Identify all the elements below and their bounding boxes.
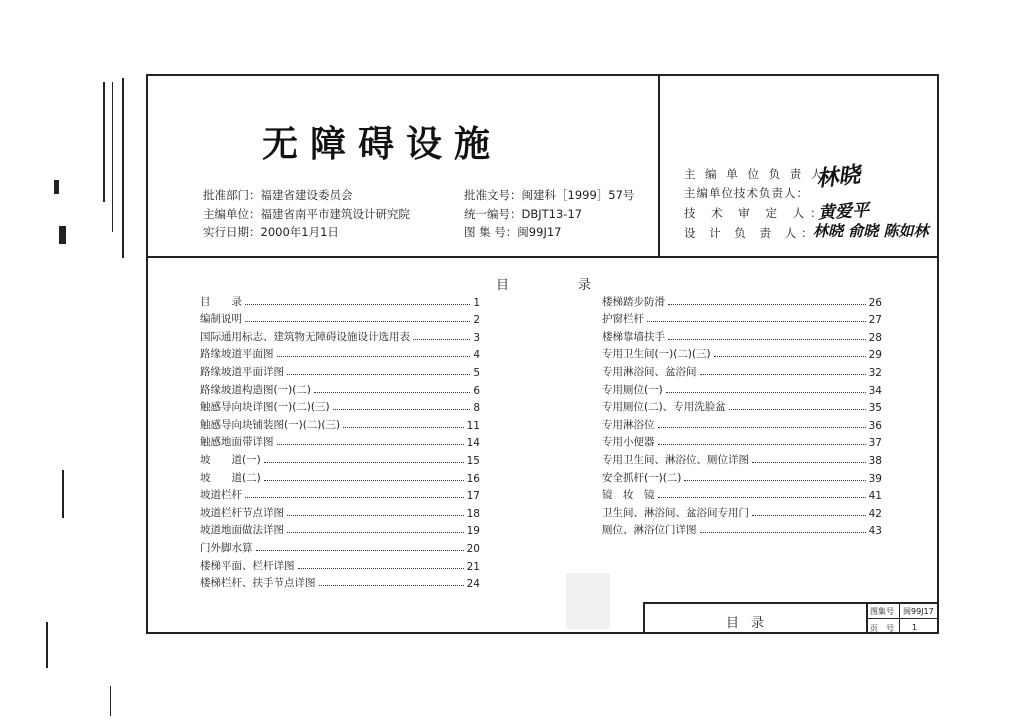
toc-entry-label: 国际通用标志、建筑物无障碍设施设计选用表	[200, 330, 410, 343]
toc-entry-label: 触感地面带详图	[200, 436, 274, 449]
toc-entry-label: 专用厕位(二)、专用洗脸盆	[602, 401, 726, 414]
toc-entry-page: 8	[473, 402, 480, 415]
toc-leader-dots	[264, 462, 464, 463]
toc-entry-label: 路缘坡道平面图	[200, 348, 274, 361]
toc-entry	[200, 344, 480, 362]
page-no-value: 1	[912, 623, 918, 632]
toc-leader-dots	[658, 497, 866, 498]
toc-entry-label: 楼梯栏杆、扶手节点详图	[200, 577, 316, 590]
toc-leader-dots	[314, 392, 470, 393]
binding-mark-3	[62, 470, 64, 518]
toc-entry	[200, 485, 480, 503]
toc-entry-page: 29	[868, 349, 882, 362]
toc-entry-label: 楼梯平面、栏杆详图	[200, 559, 295, 572]
toc-entry-label: 专用小便器	[602, 436, 655, 449]
toc-leader-dots	[245, 304, 470, 305]
toc-leader-dots	[245, 497, 464, 498]
toc-leader-dots	[343, 427, 464, 428]
toc-entry-page: 27	[868, 314, 882, 327]
scan-smudge	[566, 573, 610, 629]
binding-line-1	[103, 82, 105, 202]
toc-entry-page: 24	[466, 578, 480, 591]
toc-left-column	[200, 291, 480, 590]
editor-unit: 主编单位：福建省南平市建筑设计研究院	[203, 207, 410, 221]
signature-unit-head: 林晓	[814, 161, 862, 193]
toc-leader-dots	[287, 374, 470, 375]
toc-entry-label: 安全抓杆(一)(二)	[602, 471, 682, 484]
toc-entry-page: 4	[473, 349, 480, 362]
effective-date: 实行日期：2000年1月1日	[203, 225, 339, 239]
title-block-name: 目录	[726, 616, 777, 631]
toc-entry	[602, 414, 882, 432]
toc-entry	[602, 309, 882, 327]
tech-head-label: 主编单位技术负责人：	[684, 186, 809, 200]
toc-entry-page: 28	[868, 331, 882, 344]
toc-leader-dots	[287, 515, 464, 516]
toc-entry	[602, 361, 882, 379]
toc-entry	[200, 520, 480, 538]
toc-entry	[602, 502, 882, 520]
toc-entry-label: 坡道栏杆节点详图	[200, 506, 284, 519]
toc-entry-label: 专用厕位(一)	[602, 383, 663, 396]
toc-leader-dots	[700, 532, 866, 533]
toc-entry-label: 镜 妆 镜	[602, 489, 655, 502]
toc-leader-dots	[752, 462, 866, 463]
page-no-label: 页 号	[870, 624, 894, 633]
toc-entry-label: 厕位、淋浴位门详图	[602, 524, 697, 537]
toc-entry-page: 1	[473, 296, 480, 309]
binding-line-2	[112, 82, 113, 232]
toc-entry-page: 11	[466, 419, 480, 432]
toc-leader-dots	[333, 409, 471, 410]
title-block-top-line	[643, 602, 939, 604]
toc-entry	[200, 397, 480, 415]
toc-entry	[602, 397, 882, 415]
toc-leader-dots	[658, 444, 866, 445]
toc-entry	[200, 379, 480, 397]
toc-entry	[200, 309, 480, 327]
signature-tech-review: 黄爱平	[817, 200, 870, 224]
unified-number: 统一编号：DBJT13-17	[464, 207, 583, 221]
toc-leader-dots	[245, 321, 470, 322]
toc-right-column	[602, 291, 882, 537]
toc-entry	[200, 326, 480, 344]
toc-entry-page: 41	[868, 490, 882, 503]
toc-entry-label: 目 录	[200, 295, 242, 308]
binding-line-3	[122, 78, 124, 258]
toc-entry-label: 专用淋浴间、盆浴间	[602, 365, 697, 378]
toc-entry	[200, 502, 480, 520]
toc-entry-page: 17	[466, 490, 480, 503]
toc-entry-label: 编制说明	[200, 313, 242, 326]
toc-leader-dots	[752, 515, 866, 516]
toc-entry-label: 路缘坡道构造图(一)(二)	[200, 383, 311, 396]
toc-leader-dots	[729, 409, 866, 410]
approval-dept: 批准部门：福建省建设委员会	[203, 188, 353, 202]
signature-design-head: 林晓 俞晓 陈如林	[813, 222, 929, 240]
toc-leader-dots	[287, 532, 464, 533]
toc-entry-label: 卫生间、淋浴间、盆浴间专用门	[602, 506, 749, 519]
toc-entry-page: 35	[868, 402, 882, 415]
toc-entry-label: 坡 道(一)	[200, 453, 261, 466]
toc-leader-dots	[700, 374, 866, 375]
toc-entry	[200, 537, 480, 555]
toc-leader-dots	[319, 585, 464, 586]
header-divider-line	[146, 256, 939, 258]
toc-entry	[602, 485, 882, 503]
toc-entry-page: 34	[868, 384, 882, 397]
toc-entry-page: 6	[473, 384, 480, 397]
toc-entry-page: 3	[473, 331, 480, 344]
toc-leader-dots	[277, 444, 464, 445]
toc-leader-dots	[668, 304, 866, 305]
toc-leader-dots	[666, 392, 866, 393]
toc-entry	[602, 467, 882, 485]
toc-entry-page: 26	[868, 296, 882, 309]
toc-entry-page: 39	[868, 472, 882, 485]
toc-entry-page: 15	[466, 454, 480, 467]
binding-mark-5	[110, 686, 111, 716]
toc-entry	[602, 432, 882, 450]
toc-heading-left: 目	[496, 278, 510, 293]
toc-entry-page: 2	[473, 314, 480, 327]
toc-leader-dots	[413, 339, 470, 340]
toc-entry-label: 门外脚水算	[200, 541, 253, 554]
toc-entry-page: 42	[868, 507, 882, 520]
toc-entry	[200, 361, 480, 379]
toc-leader-dots	[714, 356, 866, 357]
toc-entry-page: 38	[868, 454, 882, 467]
toc-entry-page: 14	[466, 437, 480, 450]
toc-leader-dots	[264, 480, 464, 481]
toc-entry-page: 36	[868, 419, 882, 432]
toc-leader-dots	[277, 356, 471, 357]
toc-entry	[602, 326, 882, 344]
toc-entry	[602, 344, 882, 362]
toc-entry-page: 5	[473, 366, 480, 379]
toc-entry-label: 触感导向块详图(一)(二)(三)	[200, 401, 330, 414]
toc-heading-right: 录	[578, 278, 592, 293]
toc-entry-page: 43	[868, 525, 882, 538]
toc-entry-page: 16	[466, 472, 480, 485]
toc-entry-label: 楼梯踏步防滑	[602, 295, 665, 308]
toc-leader-dots	[256, 550, 464, 551]
toc-entry	[200, 449, 480, 467]
toc-entry-label: 楼梯靠墙扶手	[602, 330, 665, 343]
tech-review-label: 技 术 审 定 人：	[684, 206, 828, 220]
atlas-no-value: 闽99J17	[903, 607, 934, 616]
atlas-number: 图 集 号：闽99J17	[464, 225, 562, 239]
atlas-title: 无障碍设施	[262, 123, 503, 165]
toc-leader-dots	[658, 427, 866, 428]
toc-leader-dots	[647, 321, 866, 322]
toc-entry	[200, 414, 480, 432]
binding-mark-1	[54, 180, 59, 194]
toc-entry	[200, 555, 480, 573]
toc-entry	[200, 291, 480, 309]
approval-doc-number: 批准文号：闽建科［1999］57号	[464, 188, 635, 202]
binding-mark-4	[46, 622, 48, 668]
toc-entry-label: 专用卫生间、淋浴位、厕位详图	[602, 453, 749, 466]
toc-entry-label: 坡道栏杆	[200, 489, 242, 502]
binding-mark-2	[59, 226, 66, 244]
toc-entry-label: 路缘坡道平面详图	[200, 365, 284, 378]
toc-entry-label: 触感导向块铺装图(一)(二)(三)	[200, 418, 341, 431]
atlas-no-label: 图集号	[870, 607, 894, 616]
toc-entry	[200, 467, 480, 485]
toc-entry-page: 32	[868, 366, 882, 379]
toc-entry-page: 37	[868, 437, 882, 450]
toc-entry	[602, 449, 882, 467]
title-block-left-line	[643, 602, 645, 634]
toc-leader-dots	[684, 480, 865, 481]
toc-entry-label: 专用淋浴位	[602, 418, 655, 431]
toc-entry-label: 护窗栏杆	[602, 313, 644, 326]
toc-entry-page: 21	[466, 560, 480, 573]
toc-leader-dots	[668, 339, 866, 340]
toc-entry	[602, 520, 882, 538]
toc-entry	[602, 291, 882, 309]
toc-entry-label: 坡 道(二)	[200, 471, 261, 484]
toc-leader-dots	[298, 568, 464, 569]
toc-entry	[602, 379, 882, 397]
design-head-label: 设 计 负 责 人：	[684, 226, 818, 240]
header-column-divider	[658, 74, 660, 256]
toc-entry-label: 坡道地面做法详图	[200, 524, 284, 537]
toc-entry-label: 专用卫生间(一)(二)(三)	[602, 348, 711, 361]
toc-entry-page: 18	[466, 507, 480, 520]
title-block-mid-line	[866, 618, 939, 619]
toc-entry	[200, 573, 480, 591]
toc-entry	[200, 432, 480, 450]
unit-head-label: 主 编 单 位 负 责 人：	[684, 167, 840, 181]
toc-entry-page: 19	[466, 525, 480, 538]
toc-entry-page: 20	[466, 542, 480, 555]
